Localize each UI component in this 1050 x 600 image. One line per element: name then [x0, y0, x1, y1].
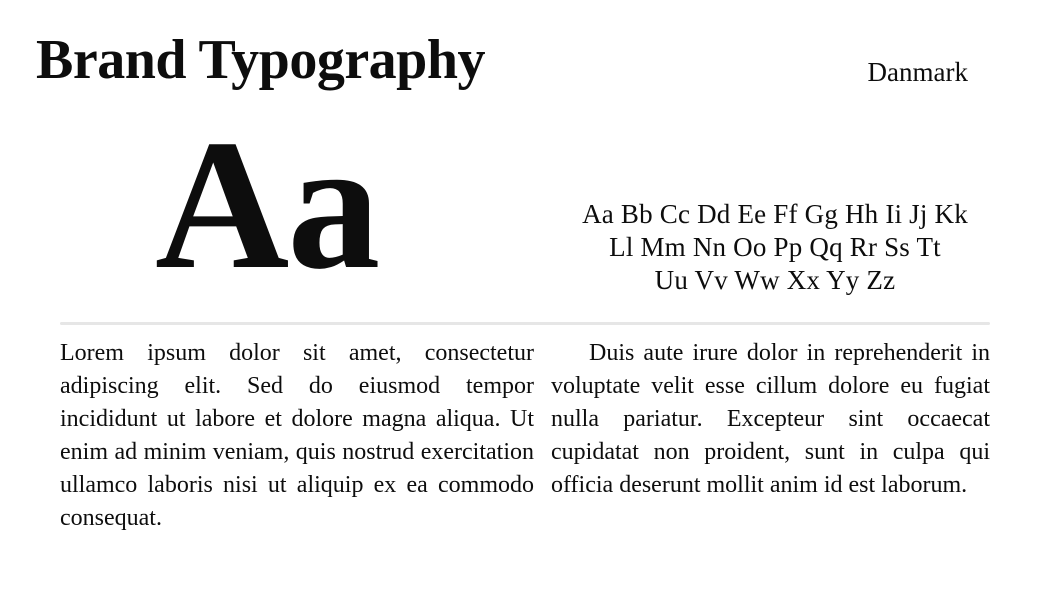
- page-title: Brand Typography: [36, 29, 485, 91]
- region-label: Danmark: [867, 57, 968, 87]
- alphabet-line-1: Aa Bb Cc Dd Ee Ff Gg Hh Ii Jj Kk: [582, 199, 968, 229]
- alphabet-display: [560, 198, 990, 297]
- body-paragraph-right: Duis aute irure dolor in reprehenderit in voluptate velit esse cillum dolore eu fugiat nulla pariatur. Excepteur sint occaecat cupidatat non proident, sunt in culpa qui officia deserunt mollit anim id est laborum.: [551, 340, 990, 498]
- body-paragraph-left: Lorem ipsum dolor sit amet, consectetur adipiscing elit. Sed do eiusmod tempor incididunt ut labore et dolore magna aliqua. Ut enim ad minim veniam, quis nostrud exercitation ullamco laboris nisi ut aliquip ex ea commodo consequat.: [60, 340, 534, 531]
- body-text-columns: [60, 337, 990, 535]
- divider-rule: [60, 322, 990, 325]
- letter-specimen-aa: Aa: [155, 102, 379, 308]
- alphabet-line-3: Uu Vv Ww Xx Yy Zz: [654, 265, 896, 295]
- alphabet-line-2: Ll Mm Nn Oo Pp Qq Rr Ss Tt: [609, 232, 941, 262]
